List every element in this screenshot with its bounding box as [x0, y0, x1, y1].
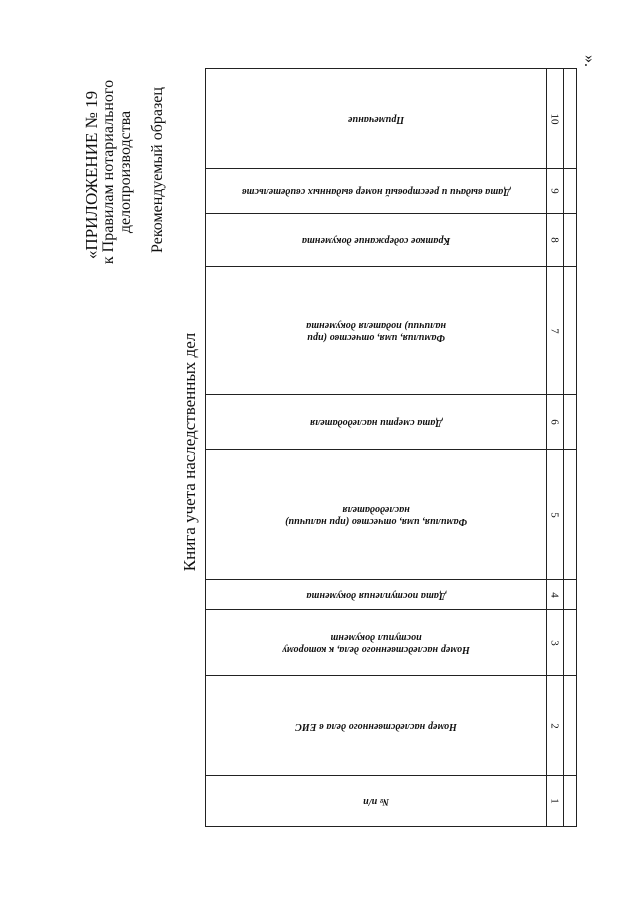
table-column — [206, 214, 576, 267]
column-number: 2 — [548, 722, 561, 729]
column-header: Дата смерти наследодателя — [309, 417, 443, 428]
rules-reference-line1: к Правилам нотариального — [100, 79, 117, 265]
column-number: 7 — [548, 327, 561, 334]
table-column — [206, 776, 576, 826]
column-number: 3 — [548, 639, 561, 646]
table-column — [206, 395, 576, 450]
rules-reference-line2: делопроизводства — [117, 110, 134, 234]
column-header: № п/п — [362, 796, 390, 807]
column-number: 10 — [548, 113, 561, 124]
column-header: Фамилия, имя, отчество (при наличии) подателя документа — [306, 319, 446, 343]
table-column — [206, 267, 576, 395]
column-number: 5 — [548, 511, 561, 518]
column-header: Фамилия, имя, отчество (при наличии) наследодателя — [284, 503, 468, 527]
column-header: Примечание — [347, 113, 405, 125]
table-column — [206, 169, 576, 214]
column-number: 4 — [548, 591, 561, 598]
column-header: Номер наследственного дела в ЕИС — [295, 720, 457, 732]
column-header: Дата выдачи и реестровый номер выданных свидетельств — [241, 186, 511, 197]
table-column — [206, 610, 576, 676]
closing-quote-mark: ». — [581, 55, 598, 67]
column-header: Номер наследственного дела, к которому поступил документ — [282, 631, 470, 655]
register-table — [205, 68, 577, 827]
column-header: Краткое содержание документа — [301, 235, 451, 246]
column-header: Дата поступления документа — [306, 589, 446, 601]
sample-label: Рекомендуемый образец — [149, 87, 166, 253]
table-column — [206, 580, 576, 610]
table-column — [206, 69, 576, 169]
column-number: 1 — [548, 798, 561, 804]
appendix-heading: «ПРИЛОЖЕНИЕ № 19 — [82, 90, 101, 260]
column-number: 8 — [548, 237, 561, 243]
table-title: Книга учета наследственных дел — [180, 332, 199, 572]
table-column — [206, 450, 576, 580]
column-number: 6 — [548, 419, 561, 425]
table-column — [206, 676, 576, 776]
column-number: 9 — [548, 188, 561, 194]
